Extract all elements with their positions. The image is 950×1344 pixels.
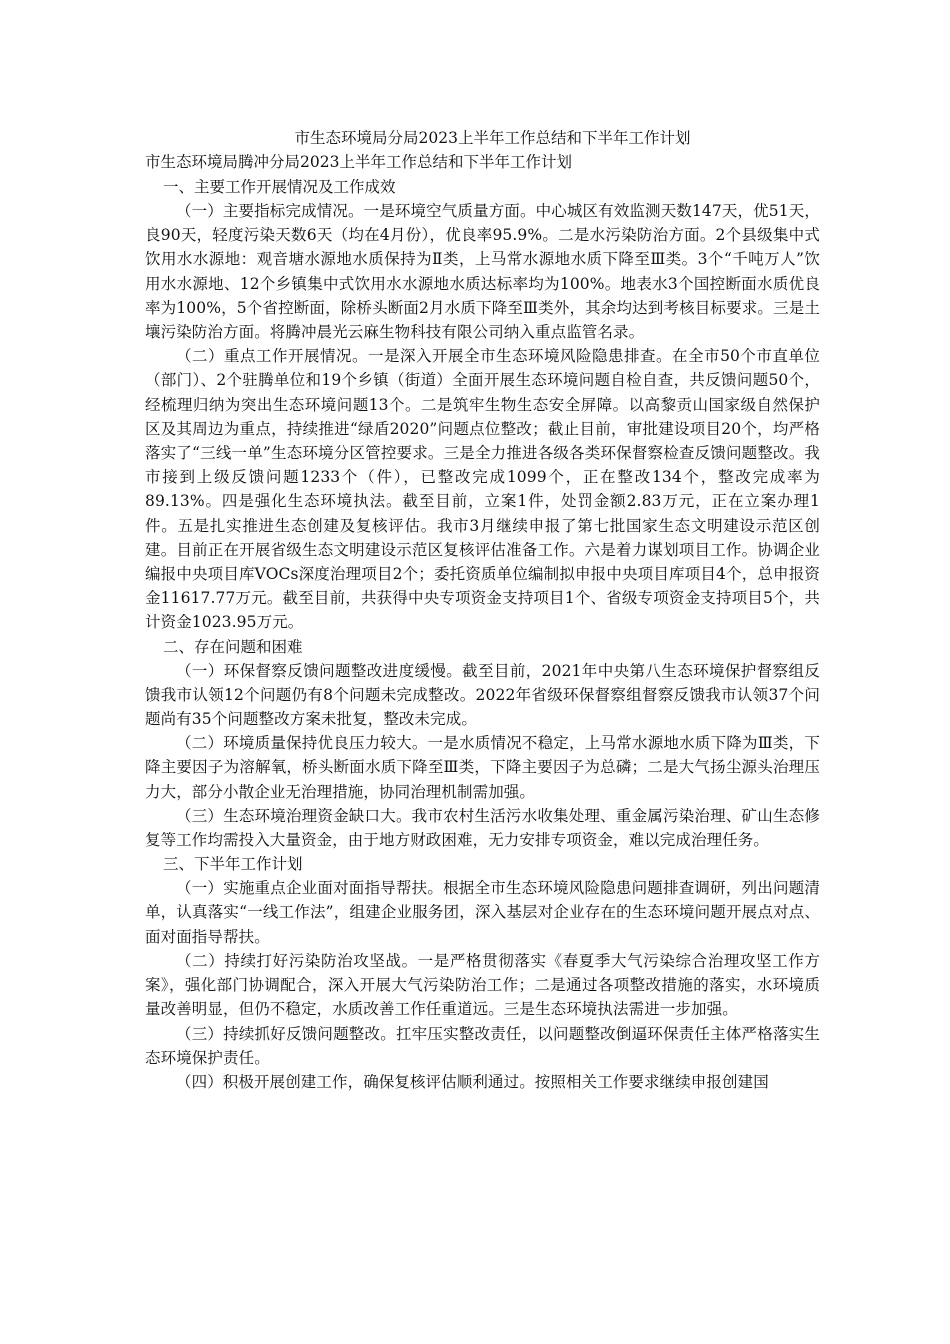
paragraph: （一）环保督察反馈问题整改进度缓慢。截至目前，2021年中央第八生态环境保护督察组反馈我市认领12个问题仍有8个问题未完成整改。2022年省级环保督察组督察反馈我市认领37个问题尚有35个问题整改方案未批复，整改未完成。 [145, 661, 820, 729]
paragraph: （三）持续抓好反馈问题整改。扛牢压实整改责任，以问题整改倒逼环保责任主体严格落实生态环境保护责任。 [145, 1024, 820, 1067]
document-subtitle: 市生态环境局腾冲分局2023上半年工作总结和下半年工作计划 [145, 153, 572, 171]
section-heading: 二、存在问题和困难 [163, 637, 303, 656]
document-body [145, 127, 820, 1094]
paragraph: （二）持续打好污染防治攻坚战。一是严格贯彻落实《春夏季大气污染综合治理攻坚工作方案》，强化部门协调配合，深入开展大气污染防治工作；二是通过各项整改措施的落实，水环境质量改善明显，但仍不稳定，水质改善工作任重道远。三是生态环境执法需进一步加强。 [145, 951, 820, 1019]
paragraph: （四）积极开展创建工作，确保复核评估顺利通过。按照相关工作要求继续申报创建国 [176, 1072, 769, 1091]
section-heading: 三、下半年工作计划 [163, 855, 303, 874]
paragraph: （一）主要指标完成情况。一是环境空气质量方面。中心城区有效监测天数147天，优51天，良90天，轻度污染天数6天（均在4月份），优良率95.9%。二是水污染防治方面。2个县级集中式饮用水水源地：观音塘水源地水质保持为Ⅱ类，上马常水源地水质下降至Ⅲ类。3个“千吨万人”饮用水水源地、12个乡镇集中式饮用水水源地水质达标率均为100%。地表水3个国控断面水质优良率为100%，5个省控断面，除桥头断面2月水质下降至Ⅲ类外，其余均达到考核目标要求。三是土壤污染防治方面。将腾冲晨光云麻生物科技有限公司纳入重点监管名录。 [145, 202, 820, 342]
paragraph: （一）实施重点企业面对面指导帮扶。根据全市生态环境风险隐患问题排查调研，列出问题清单，认真落实“一线工作法”，组建企业服务团，深入基层对企业存在的生态环境问题开展点对点、面对面指导帮扶。 [145, 879, 820, 946]
paragraph: （三）生态环境治理资金缺口大。我市农村生活污水收集处理、重金属污染治理、矿山生态修复等工作均需投入大量资金，由于地方财政困难，无力安排专项资金，难以完成治理任务。 [145, 806, 820, 850]
document-title: 市生态环境局分局2023上半年工作总结和下半年工作计划 [294, 129, 691, 147]
paragraph: （二）重点工作开展情况。一是深入开展全市生态环境风险隐患排查。在全市50个市直单位（部门）、2个驻腾单位和19个乡镇（街道）全面开展生态环境问题自检自查，共反馈问题50个，经梳理归纳为突出生态环境问题13个。二是筑牢生物生态安全屏障。以高黎贡山国家级自然保护区及其周边为重点，持续推进“绿盾2020”问题点位整改；截止目前，审批建设项目20个，均严格落实了“三线一单”生态环境分区管控要求。三是全力推进各级各类环保督察检查反馈问题整改。我市接到上级反馈问题1233个（件），已整改完成1099个，正在整改134个，整改完成率为89.13%。四是强化生态环境执法。截至目前，立案1件，处罚金额2.83万元，正在立案办理1件。五是扎实推进生态创建及复核评估。我市3月继续申报了第七批国家生态文明建设示范区创建。目前正在开展省级生态文明建设示范区复核评估准备工作。六是着力谋划项目工作。协调企业编报中央项目库VOCs深度治理项目2个；委托资质单位编制拟申报中央项目库项目4个，总申报资金11617.77万元。截至目前，共获得中央专项资金支持项目1个、省级专项资金支持项目5个，共计资金1023.95万元。 [145, 347, 820, 632]
paragraph: （二）环境质量保持优良压力较大。一是水质情况不稳定，上马常水源地水质下降为Ⅲ类，下降主要因子为溶解氧，桥头断面水质下降至Ⅲ类，下降主要因子为总磷；二是大气扬尘源头治理压力大，部分小散企业无治理措施，协同治理机制需加强。 [145, 734, 820, 801]
section-heading: 一、主要工作开展情况及工作成效 [163, 178, 396, 196]
